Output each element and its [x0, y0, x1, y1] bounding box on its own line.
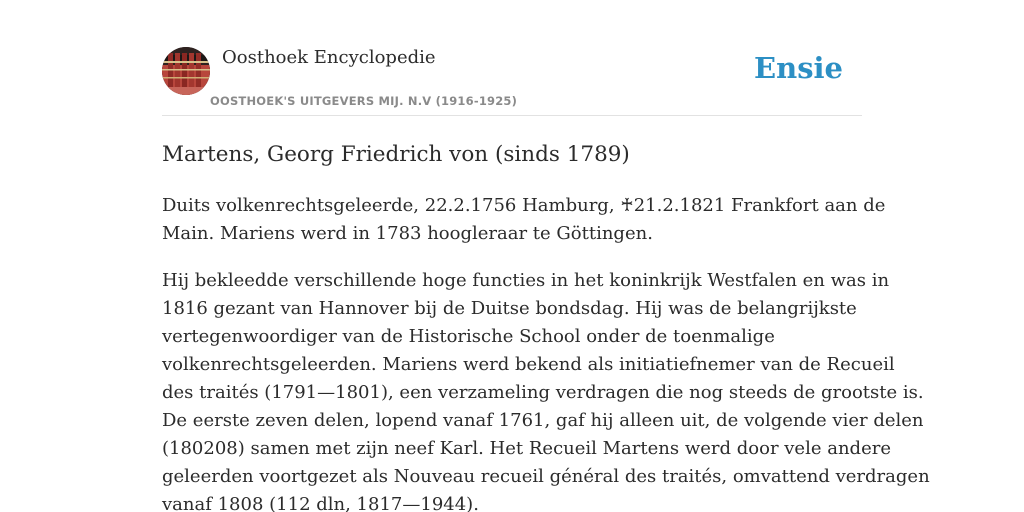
- paragraph-line: Hij bekleedde verschillende hoge functies in het koninkrijk Westfalen en was in: [162, 270, 890, 291]
- source-header: [162, 46, 862, 116]
- paragraph-line: (180208) samen met zijn neef Karl. Het Recueil Martens werd door vele andere: [162, 438, 891, 459]
- paragraph-line: Duits volkenrechtsgeleerde, 22.2.1756 Hamburg, ♰21.2.1821 Frankfort aan de: [162, 195, 886, 216]
- article-title: Martens, Georg Friedrich von (sinds 1789): [162, 142, 630, 167]
- source-title[interactable]: Oosthoek Encyclopedie: [222, 47, 436, 68]
- source-avatar[interactable]: [162, 47, 210, 95]
- paragraph-line: Main. Mariens werd in 1783 hoogleraar te Göttingen.: [162, 223, 653, 244]
- book-spines-icon: [162, 47, 210, 95]
- brand-logo[interactable]: Ensie: [754, 51, 843, 85]
- source-subtitle: OOSTHOEK'S UITGEVERS MIJ. N.V (1916-1925): [210, 94, 518, 108]
- article-paragraph: [162, 267, 930, 512]
- paragraph-line: De eerste zeven delen, lopend vanaf 1761, gaf hij alleen uit, de volgende vier delen: [162, 410, 924, 431]
- paragraph-line: vanaf 1808 (112 dln, 1817—1944).: [162, 494, 479, 512]
- paragraph-line: volkenrechtsgeleerden. Mariens werd bekend als initiatiefnemer van de Recueil: [162, 354, 895, 375]
- paragraph-line: 1816 gezant van Hannover bij de Duitse bondsdag. Hij was de belangrijkste: [162, 298, 857, 319]
- article-body: [162, 192, 930, 512]
- paragraph-line: des traités (1791—1801), een verzameling verdragen die nog steeds de grootste is.: [162, 382, 924, 403]
- article-paragraph: [162, 192, 886, 248]
- paragraph-line: geleerden voortgezet als Nouveau recueil général des traités, omvattend verdragen: [162, 466, 930, 487]
- header-divider: [162, 115, 862, 116]
- paragraph-line: vertegenwoordiger van de Historische School onder de toenmalige: [162, 326, 775, 347]
